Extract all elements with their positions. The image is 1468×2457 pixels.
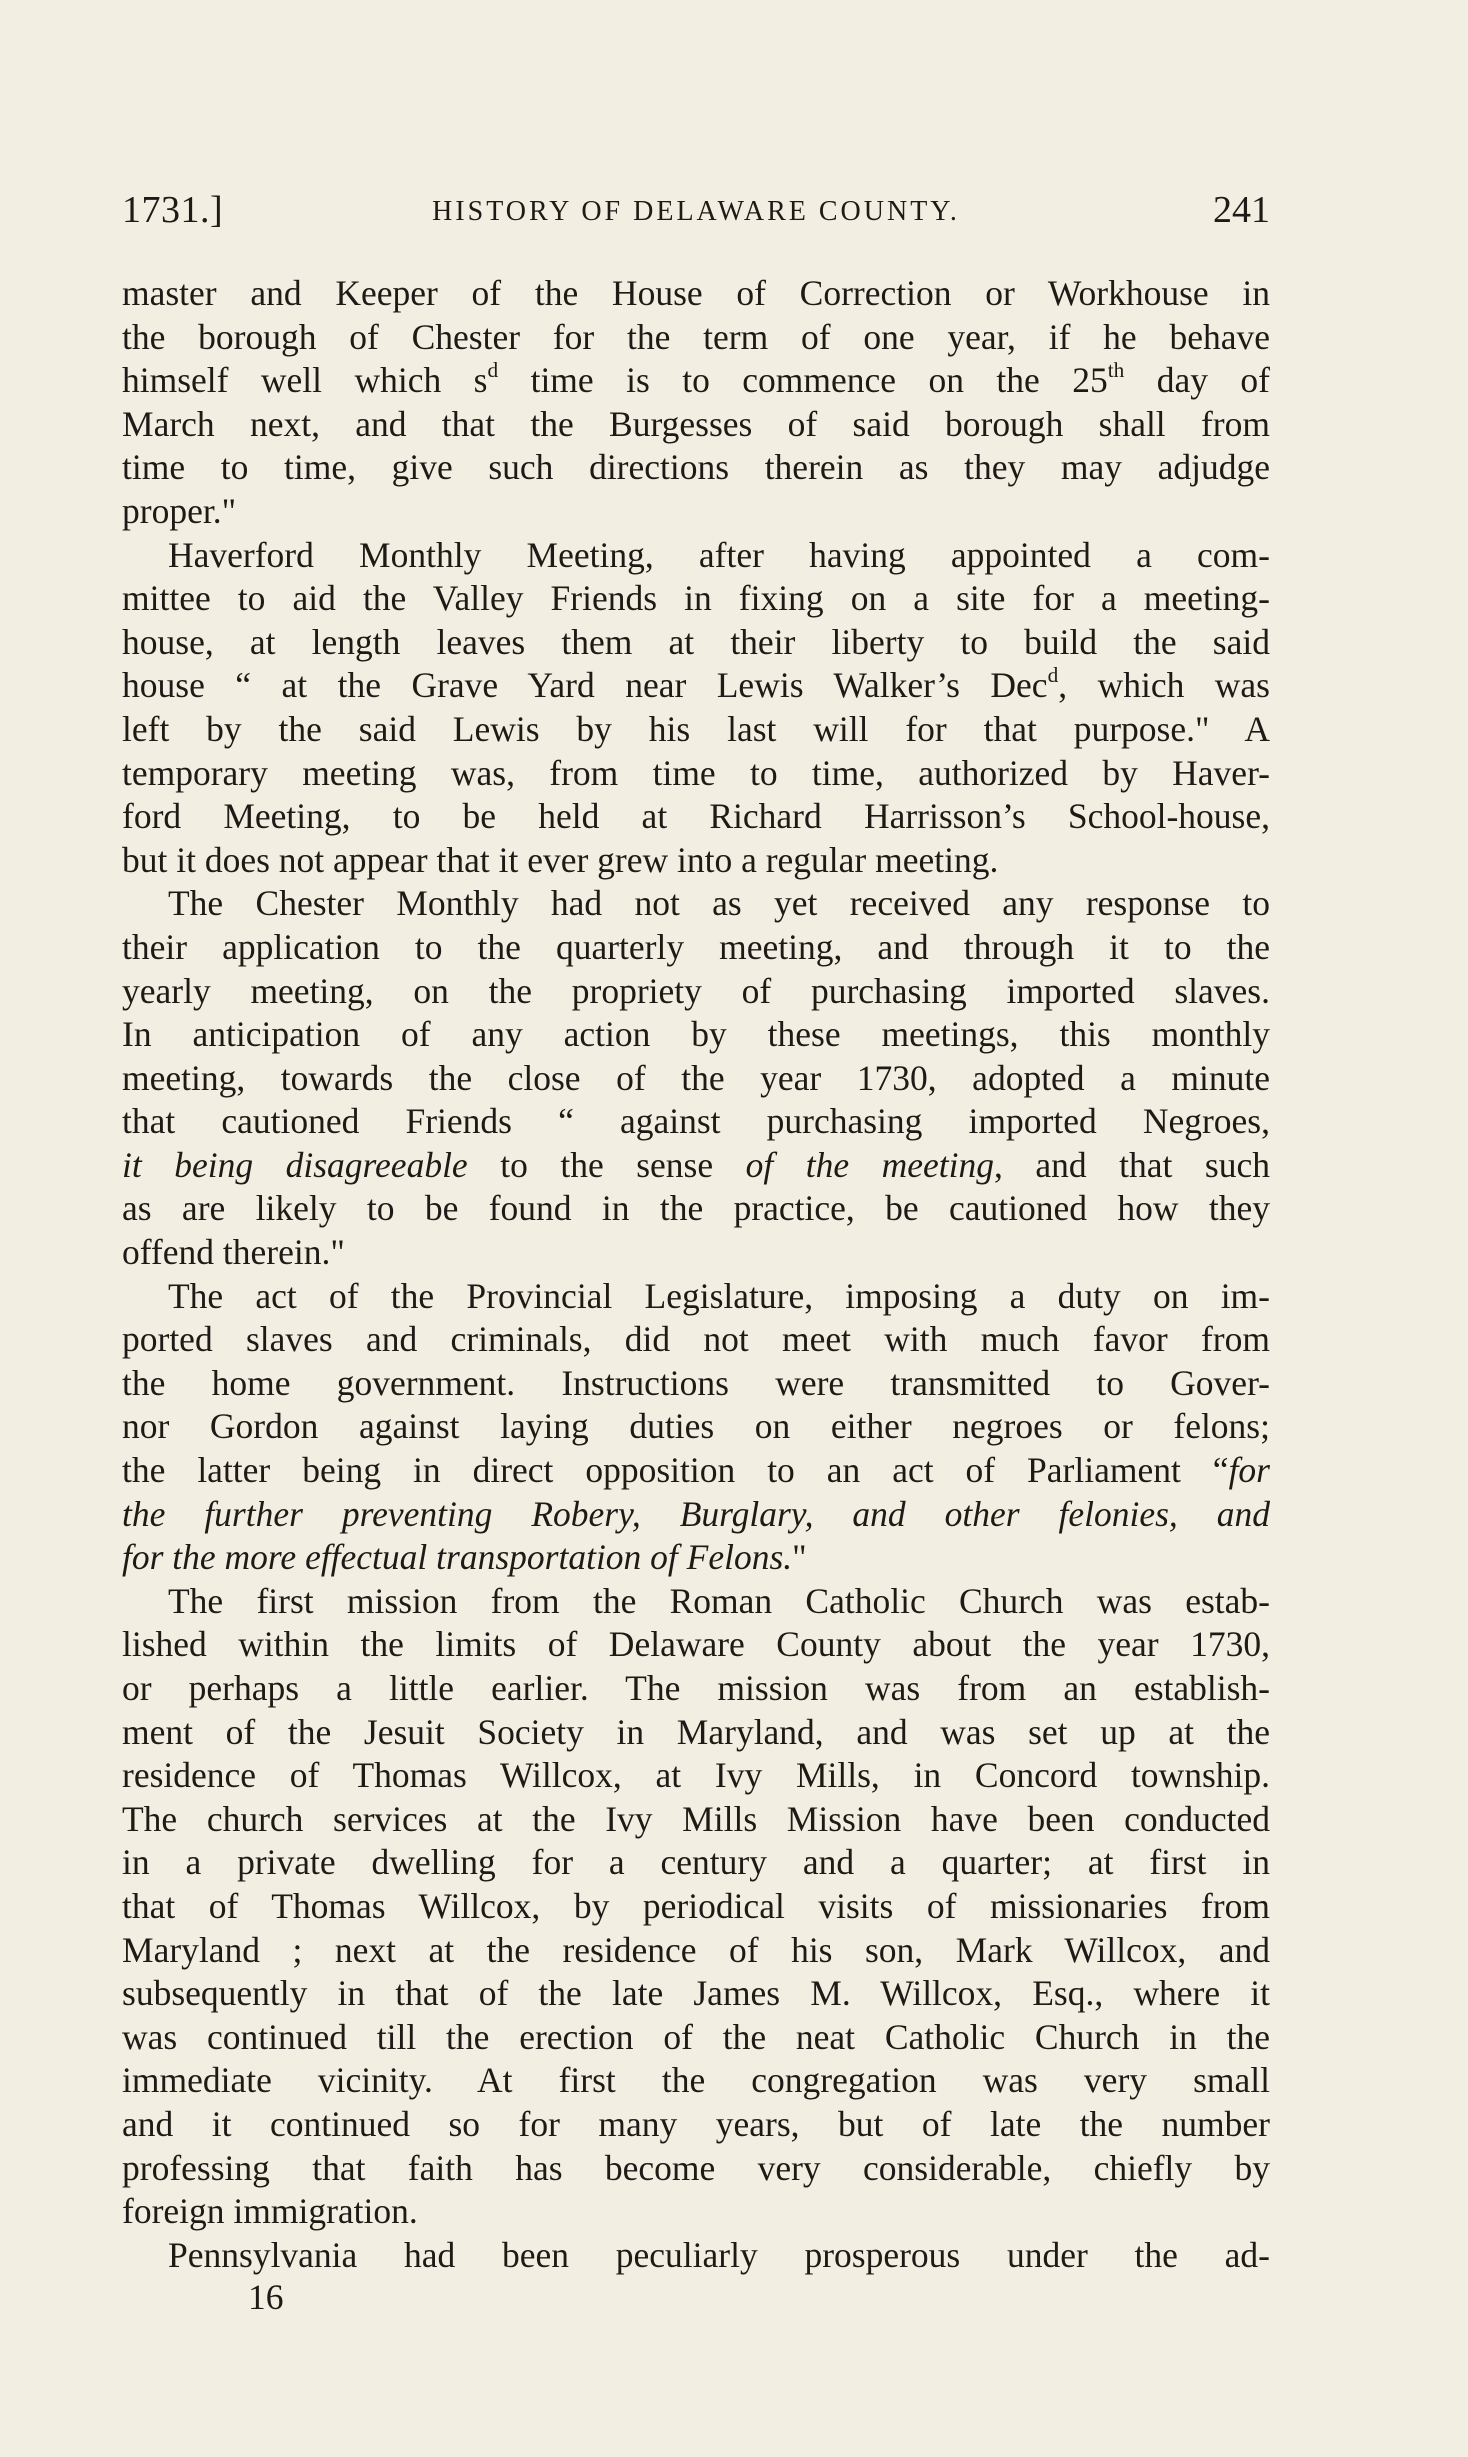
text-line: for the more effectual transportation of Felons." (122, 1537, 807, 1578)
text-line: was continued till the erection of the neat Catholic Church in the (122, 2016, 1270, 2057)
text-line: yearly meeting, on the propriety of purchasing imported slaves. (122, 970, 1270, 1011)
text-line: the further preventing Robery, Burglary, and other felonies, and (122, 1493, 1270, 1534)
text-line: meeting, towards the close of the year 1730, adopted a minute (122, 1057, 1270, 1098)
text-line: as are likely to be found in the practice, be cautioned how they (122, 1188, 1270, 1229)
text-line: it being disagreeable to the sense of the meeting, and that such (122, 1144, 1270, 1185)
text-line: The act of the Provincial Legislature, imposing a duty on im- (168, 1275, 1270, 1316)
running-header (122, 188, 1270, 238)
text-line: ported slaves and criminals, did not meet with much favor from (122, 1319, 1270, 1360)
text-line: foreign immigration. (122, 2191, 418, 2232)
text-line: The church services at the Ivy Mills Mission have been conducted (122, 1798, 1270, 1839)
text-line: house, at length leaves them at their liberty to build the said (122, 621, 1270, 662)
text-line: left by the said Lewis by his last will for that purpose." A (122, 708, 1270, 749)
text-line: that cautioned Friends “ against purchasing imported Negroes, (122, 1101, 1270, 1142)
text-line: professing that faith has become very considerable, chiefly by (122, 2147, 1270, 2188)
text-line: ment of the Jesuit Society in Maryland, and was set up at the (122, 1711, 1270, 1752)
text-line: mittee to aid the Valley Friends in fixing on a site for a meeting- (122, 578, 1270, 619)
text-line: and it continued so for many years, but of late the number (122, 2103, 1270, 2144)
text-line: Haverford Monthly Meeting, after having appointed a com- (168, 534, 1270, 575)
text-line: The Chester Monthly had not as yet received any response to (168, 883, 1270, 924)
text-line: in a private dwelling for a century and a quarter; at first in (122, 1842, 1270, 1883)
text-line: himself well which $s^d$ time is to commence on the 25th day of (122, 358, 1270, 401)
text-line: In anticipation of any action by these meetings, this monthly (122, 1014, 1270, 1055)
text-line: residence of Thomas Willcox, at Ivy Mills, in Concord township. (122, 1755, 1270, 1796)
text-line: offend therein." (122, 1232, 345, 1273)
signature-mark: 16 (248, 2277, 284, 2317)
text-line: ford Meeting, to be held at Richard Harrisson’s School-house, (122, 796, 1270, 837)
text-line: immediate vicinity. At first the congregation was very small (122, 2060, 1270, 2101)
text-line: Maryland ; next at the residence of his son, Mark Willcox, and (122, 1929, 1270, 1970)
text-line: house “ at the Grave Yard near Lewis Walker’s Dec$^d$, which was (122, 663, 1270, 706)
text-line: subsequently in that of the late James M. Willcox, Esq., where it (122, 1973, 1270, 2014)
text-line: the home government. Instructions were transmitted to Gover- (122, 1362, 1270, 1403)
text-line: lished within the limits of Delaware County about the year 1730, (122, 1624, 1270, 1665)
header-year: 1731.] (122, 189, 224, 231)
text-line: the borough of Chester for the term of one year, if he behave (122, 316, 1270, 357)
text-line: temporary meeting was, from time to time, authorized by Haver- (122, 752, 1270, 793)
text-line: Pennsylvania had been peculiarly prosperous under the ad- (168, 2234, 1270, 2275)
text-line: their application to the quarterly meeting, and through it to the (122, 926, 1270, 967)
text-line: or perhaps a little earlier. The mission was from an establish- (122, 1668, 1270, 1708)
text-line: nor Gordon against laying duties on either negroes or felons; (122, 1406, 1270, 1447)
body-text (122, 272, 1270, 2277)
text-line: master and Keeper of the House of Correction or Workhouse in (122, 273, 1270, 313)
text-line: March next, and that the Burgesses of said borough shall from (122, 403, 1270, 444)
text-line: The first mission from the Roman Catholic Church was estab- (168, 1580, 1270, 1621)
running-title: HISTORY OF DELAWARE COUNTY. (432, 196, 960, 227)
text-line: the latter being in direct opposition to an act of Parliament “for (122, 1450, 1270, 1491)
text-line: that of Thomas Willcox, by periodical visits of missionaries from (122, 1885, 1270, 1926)
text-line: proper." (122, 490, 237, 531)
text-line: time to time, give such directions therein as they may adjudge (122, 447, 1270, 488)
text-line: but it does not appear that it ever grew into a regular meeting. (122, 839, 999, 880)
page-number: 241 (1213, 189, 1270, 231)
